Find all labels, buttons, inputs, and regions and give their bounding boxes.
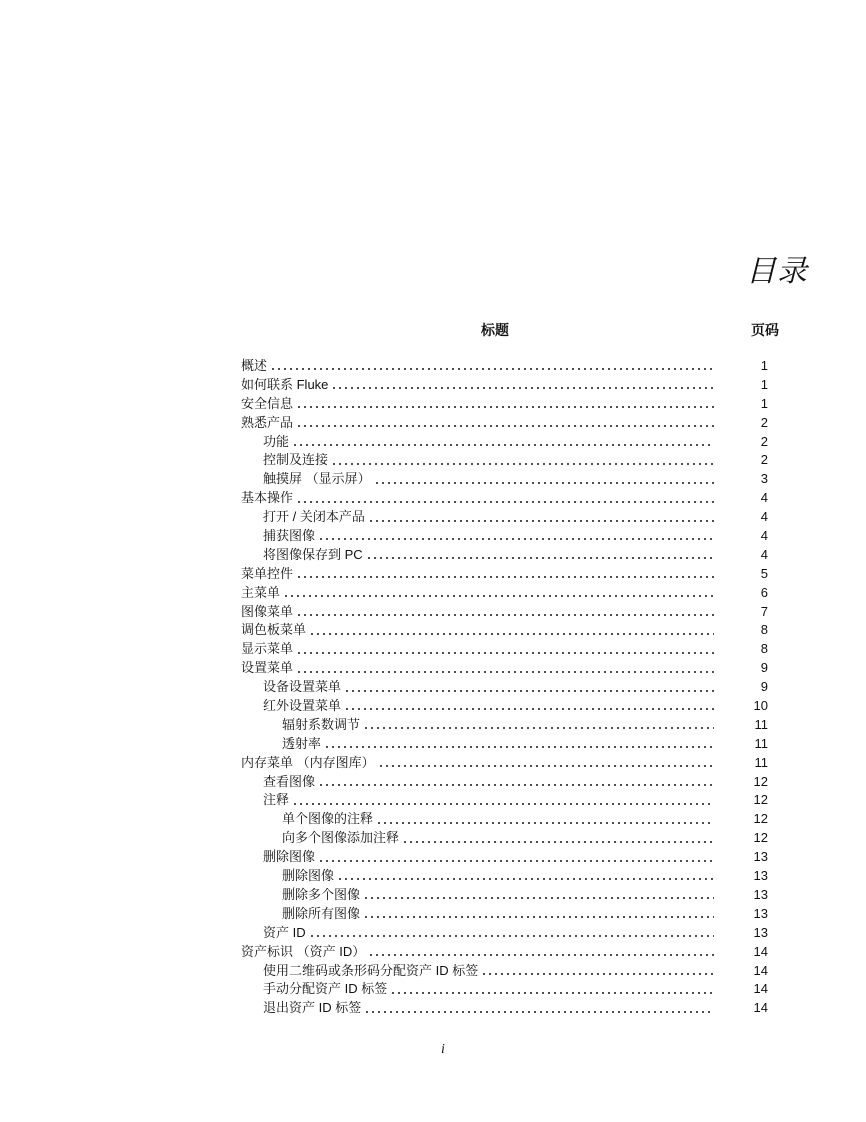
toc-entry-page-number: 2 (760, 433, 768, 449)
toc-entry-page-number: 5 (760, 565, 768, 581)
toc-entry-label: 触摸屏 （显示屏） (263, 471, 371, 487)
toc-entry[interactable] (241, 943, 768, 962)
dot-leader (292, 802, 714, 806)
toc-entry[interactable] (241, 565, 768, 584)
toc-entry-label: 设置菜单 (241, 660, 294, 676)
toc-entry-label: 使用二维码或条形码分配资产 ID 标签 (263, 962, 479, 978)
dot-leader (292, 443, 714, 447)
dot-leader (296, 651, 714, 655)
toc-entry-page-number: 2 (760, 414, 768, 430)
dot-leader (366, 556, 714, 560)
toc-entry-label: 基本操作 (241, 490, 294, 506)
dot-leader (376, 821, 714, 825)
toc-title-column-header: 标题 (481, 322, 509, 338)
dot-leader (363, 915, 714, 919)
toc-entry-page-number: 11 (754, 716, 768, 732)
toc-entry-page-number: 8 (760, 622, 768, 638)
toc-entry[interactable] (241, 962, 768, 981)
toc-entry-label: 资产 ID (263, 924, 306, 940)
toc-entry[interactable] (241, 357, 768, 376)
toc-entry[interactable] (241, 886, 768, 905)
toc-entry-page-number: 14 (753, 1000, 768, 1016)
toc-entry[interactable] (241, 659, 768, 678)
dot-leader (283, 594, 714, 598)
toc-entry-page-number: 4 (760, 546, 768, 562)
toc-entry-page-number: 12 (753, 811, 768, 827)
dot-leader (378, 764, 714, 768)
toc-entry[interactable] (241, 848, 768, 867)
dot-leader (296, 670, 714, 674)
toc-entry-page-number: 1 (760, 376, 768, 392)
toc-entry[interactable] (241, 924, 768, 943)
toc-entry-page-number: 3 (760, 471, 768, 487)
toc-entry-page-number: 11 (754, 735, 768, 751)
page-title: 目录 (746, 255, 808, 288)
toc-entry-label: 透射率 (282, 735, 322, 751)
toc-entry[interactable] (241, 716, 768, 735)
toc-entry-label: 主菜单 (241, 584, 281, 600)
toc-page-column-header: 页码 (751, 322, 779, 338)
toc-entry-page-number: 9 (760, 660, 768, 676)
toc-entry[interactable] (241, 621, 768, 640)
dot-leader (363, 896, 714, 900)
toc-entry-page-number: 12 (753, 830, 768, 846)
dot-leader (481, 972, 714, 976)
toc-entry[interactable] (241, 489, 768, 508)
toc-entry-page-number: 13 (753, 905, 768, 921)
toc-entry[interactable] (241, 999, 768, 1018)
toc-entry-page-number: 4 (760, 509, 768, 525)
dot-leader (331, 462, 714, 466)
toc-entry-page-number: 13 (753, 924, 768, 940)
toc-entry-page-number: 8 (760, 641, 768, 657)
toc-entry[interactable] (241, 508, 768, 527)
toc-entry-label: 删除图像 (282, 868, 335, 884)
toc-entry[interactable] (241, 905, 768, 924)
toc-entry[interactable] (241, 867, 768, 886)
table-of-contents (241, 357, 768, 1018)
toc-entry-label: 概述 (241, 358, 268, 373)
toc-entry-label: 菜单控件 (241, 565, 294, 581)
toc-entry[interactable] (241, 546, 768, 565)
toc-entry-label: 捕获图像 (263, 528, 316, 544)
toc-entry-page-number: 14 (753, 943, 768, 959)
dot-leader (324, 745, 714, 749)
toc-entry-label: 功能 (263, 433, 290, 449)
dot-leader (296, 613, 714, 617)
toc-entry-page-number: 9 (760, 679, 768, 695)
dot-leader (368, 519, 714, 523)
toc-entry[interactable] (241, 640, 768, 659)
toc-entry-label: 查看图像 (263, 773, 316, 789)
toc-entry[interactable] (241, 980, 768, 999)
dot-leader (318, 859, 714, 863)
toc-entry-label: 注释 (263, 792, 290, 808)
toc-entry-page-number: 6 (760, 584, 768, 600)
toc-entry-page-number: 11 (754, 754, 768, 770)
toc-entry[interactable] (241, 754, 768, 773)
toc-entry[interactable] (241, 376, 768, 395)
toc-entry-page-number: 14 (753, 981, 768, 997)
toc-entry-label: 删除多个图像 (282, 886, 361, 902)
dot-leader (374, 481, 714, 485)
toc-entry[interactable] (241, 603, 768, 622)
dot-leader (364, 1010, 714, 1014)
toc-entry-label: 向多个图像添加注释 (282, 830, 400, 846)
toc-entry-label: 删除图像 (263, 849, 316, 865)
toc-entry-label: 图像菜单 (241, 603, 294, 619)
dot-leader (270, 367, 714, 371)
toc-entry-label: 内存菜单 （内存图库） (241, 754, 375, 770)
toc-entry-page-number: 13 (753, 886, 768, 902)
toc-entry-label: 将图像保存到 PC (263, 546, 363, 562)
toc-entry-page-number: 1 (760, 395, 768, 411)
dot-leader (296, 500, 714, 504)
toc-entry-page-number: 13 (753, 868, 768, 884)
toc-entry[interactable] (241, 810, 768, 829)
toc-entry-page-number: 4 (760, 528, 768, 544)
toc-entry[interactable] (241, 414, 768, 433)
toc-entry[interactable] (241, 791, 768, 810)
toc-entry-page-number: 7 (760, 603, 768, 619)
toc-entry-label: 打开 / 关闭本产品 (263, 509, 365, 525)
dot-leader (402, 840, 714, 844)
dot-leader (318, 537, 714, 541)
dot-leader (363, 726, 714, 730)
toc-entry[interactable] (241, 433, 768, 452)
toc-entry-label: 设备设置菜单 (263, 679, 342, 695)
toc-entry-label: 资产标识 （资产 ID） (241, 943, 366, 959)
dot-leader (344, 689, 714, 693)
toc-entry[interactable] (241, 584, 768, 603)
toc-entry-label: 控制及连接 (263, 452, 329, 468)
toc-entry-label: 熟悉产品 (241, 414, 294, 430)
toc-entry-page-number: 12 (753, 792, 768, 808)
toc-entry-page-number: 2 (760, 452, 768, 468)
toc-entry-page-number: 4 (760, 490, 768, 506)
toc-entry-label: 辐射系数调节 (282, 716, 361, 732)
toc-entry[interactable] (241, 773, 768, 792)
dot-leader (331, 386, 714, 390)
page-number-footer: i (441, 1042, 445, 1057)
dot-leader (390, 991, 714, 995)
toc-entry[interactable] (241, 678, 768, 697)
toc-entry[interactable] (241, 527, 768, 546)
dot-leader (344, 707, 714, 711)
toc-entry-label: 退出资产 ID 标签 (263, 1000, 362, 1016)
toc-entry[interactable] (241, 470, 768, 489)
toc-entry-page-number: 14 (753, 962, 768, 978)
toc-entry-label: 如何联系 Fluke (241, 376, 329, 392)
toc-entry-label: 调色板菜单 (241, 622, 307, 638)
dot-leader (296, 424, 714, 428)
toc-entry-page-number: 13 (753, 849, 768, 865)
toc-entry-label: 红外设置菜单 (263, 698, 342, 714)
toc-entry-label: 安全信息 (241, 395, 294, 411)
dot-leader (309, 632, 714, 636)
toc-entry[interactable] (241, 451, 768, 470)
dot-leader (368, 953, 714, 957)
dot-leader (296, 405, 714, 409)
toc-entry[interactable] (241, 829, 768, 848)
toc-entry[interactable] (241, 697, 768, 716)
dot-leader (337, 877, 714, 881)
toc-entry[interactable] (241, 735, 768, 754)
toc-entry-label: 删除所有图像 (282, 905, 361, 921)
dot-leader (309, 934, 714, 938)
toc-entry-page-number: 12 (753, 773, 768, 789)
toc-entry-page-number: 1 (760, 358, 768, 373)
dot-leader (318, 783, 714, 787)
dot-leader (296, 575, 714, 579)
toc-entry[interactable] (241, 395, 768, 414)
toc-entry-page-number: 10 (753, 698, 768, 714)
toc-entry-label: 手动分配资产 ID 标签 (263, 981, 388, 997)
toc-entry-label: 显示菜单 (241, 641, 294, 657)
toc-entry-label: 单个图像的注释 (282, 811, 374, 827)
